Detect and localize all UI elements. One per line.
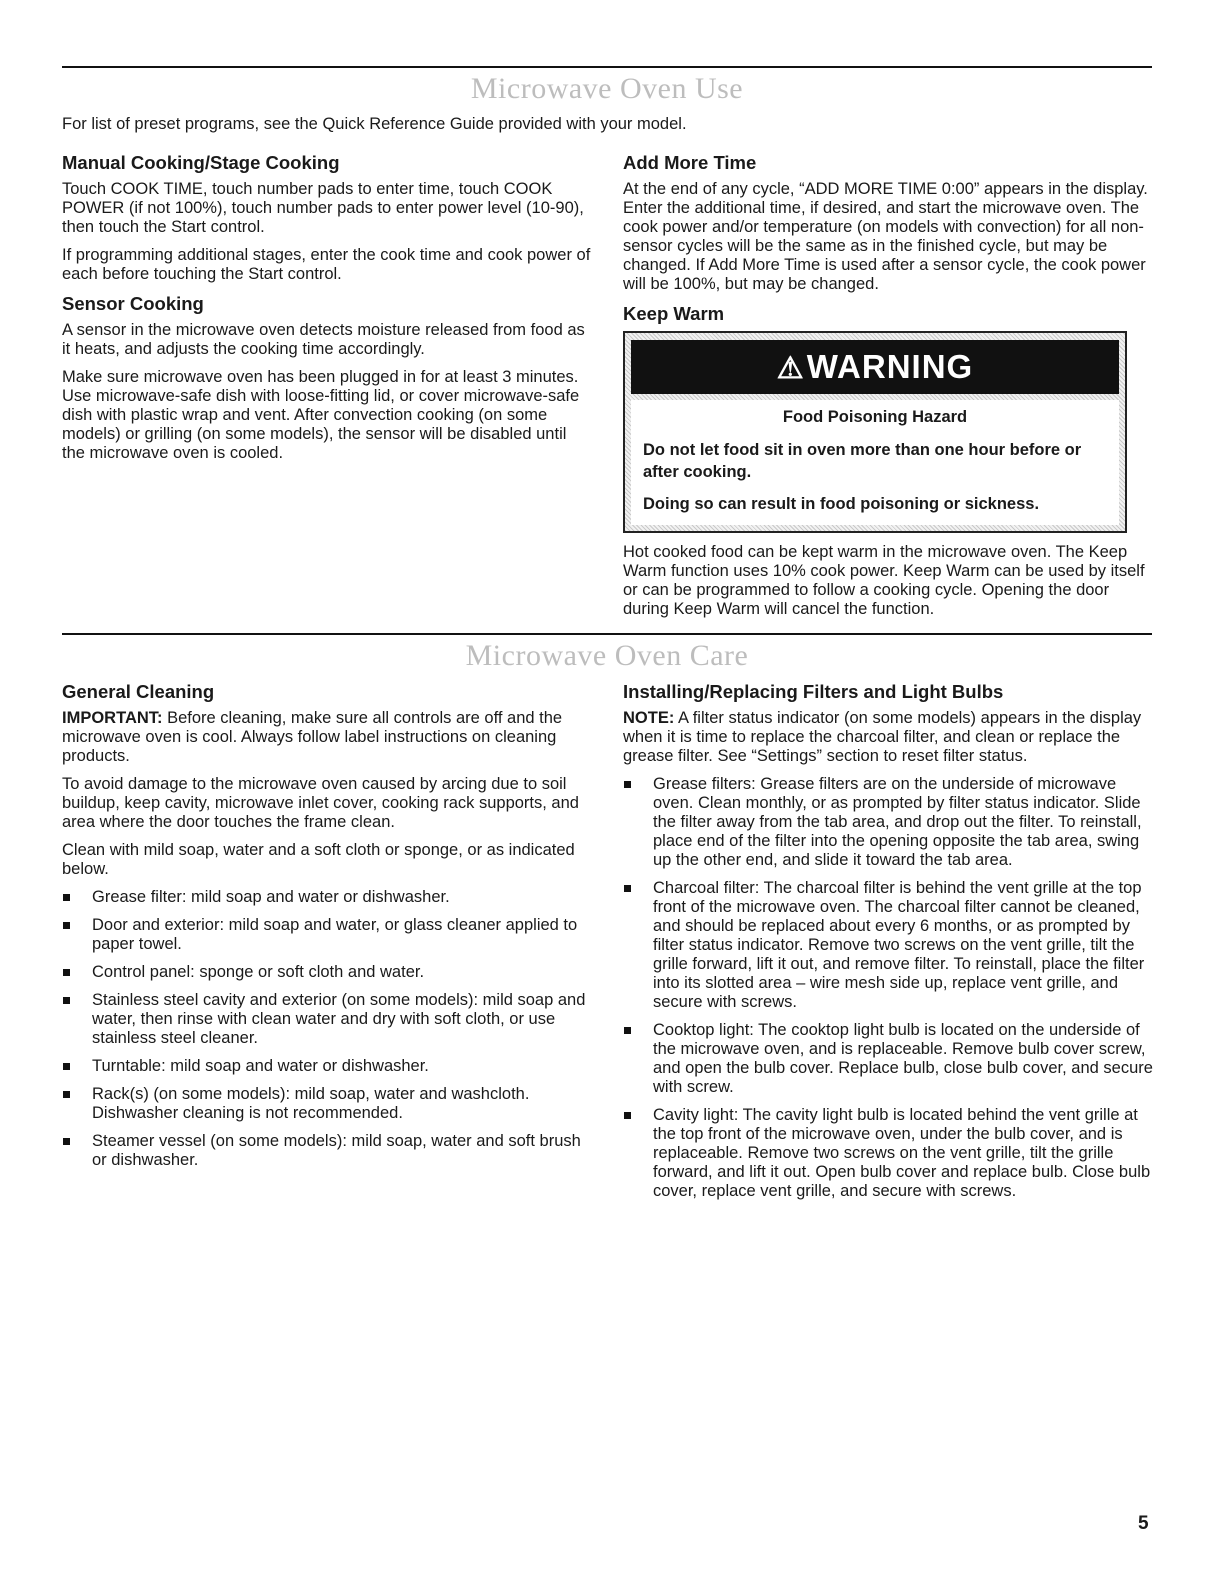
intro-text: For list of preset programs, see the Quick Reference Guide provided with your model. (62, 115, 687, 133)
section-divider (62, 633, 1152, 635)
warning-body (631, 400, 1119, 525)
paragraph (62, 709, 592, 766)
warning-text: Doing so can result in food poisoning or sickness. (643, 495, 1040, 513)
paragraph: At the end of any cycle, “ADD MORE TIME 0:00” appears in the display. Enter the additional time, if desired, and start the microwave oven. The cook power and/or temperature (on models with convection) for all non-sensor cycles will be the same as in the finished cycle, but may be changed. If Add More Time is used after a sensor cycle, the cook power will be 100%, but may be changed. (623, 180, 1148, 293)
list-item: Stainless steel cavity and exterior (on some models): mild soap and water, then rinse with clean water and dry with soft cloth, or use stainless steel cleaner. (62, 991, 592, 1048)
paragraph: To avoid damage to the microwave oven caused by arcing due to soil buildup, keep cavity, microwave inlet cover, cooking rack supports, and area where the door touches the frame clean. (62, 775, 579, 831)
important-label: IMPORTANT: (62, 709, 163, 727)
list-item: Grease filter: mild soap and water or dishwasher. (62, 888, 592, 907)
section-title-care: Microwave Oven Care (465, 639, 749, 672)
warning-header (631, 340, 1119, 394)
warning-label: WARNING (806, 348, 974, 385)
cleaning-list (62, 888, 592, 1170)
paragraph (623, 709, 1153, 766)
right-column-use (623, 152, 1153, 628)
section-divider (62, 66, 1152, 68)
heading-manual-cooking: Manual Cooking/Stage Cooking (62, 152, 340, 173)
heading-sensor-cooking: Sensor Cooking (62, 293, 204, 314)
warning-triangle-icon: ⚠ (776, 352, 805, 385)
list-item: Control panel: sponge or soft cloth and water. (62, 963, 592, 982)
page-number: 5 (1138, 1513, 1149, 1534)
important-text: Before cleaning, make sure all controls are off and the microwave oven is cool. Always follow label instructions on cleaning products. (62, 709, 563, 765)
warning-box (623, 331, 1127, 533)
heading-general-cleaning: General Cleaning (62, 681, 215, 702)
list-item: Steamer vessel (on some models): mild soap, water and soft brush or dishwasher. (62, 1132, 592, 1170)
heading-add-more-time: Add More Time (623, 152, 757, 173)
list-item: Cooktop light: The cooktop light bulb is located on the underside of the microwave oven, and is replaceable. Remove bulb cover screw, and open the bulb cover. Replace bulb, close bulb cover, and secure with screw. (623, 1021, 1153, 1097)
left-column-care (62, 681, 592, 1179)
warning-text: Do not let food sit in oven more than one hour before or after cooking. (643, 441, 1082, 481)
filters-list (623, 775, 1153, 1201)
list-item: Grease filters: Grease filters are on the underside of microwave oven. Clean monthly, or as prompted by filter status indicator. Slide the filter away from the tab area, and drop out the filter. To reinstall, place end of the filter into the opening opposite the tab area, swing up the other end, and slide it toward the tab area. (623, 775, 1153, 870)
note-text: A filter status indicator (on some models) appears in the display when it is time to replace the charcoal filter, and clean or replace the grease filter. See “Settings” section to reset filter status. (623, 709, 1142, 765)
paragraph: If programming additional stages, enter the cook time and cook power of each before touching the Start control. (62, 246, 591, 283)
paragraph: A sensor in the microwave oven detects moisture released from food as it heats, and adjusts the cooking time accordingly. (62, 321, 585, 358)
list-item: Cavity light: The cavity light bulb is located behind the vent grille at the top front of the microwave oven, under the bulb cover, and is replaceable. Remove two screws on the vent grille, tilt the grille forward, and lift it out. Open bulb cover and replace bulb. Close bulb cover, replace vent grille, and secure with screws. (623, 1106, 1153, 1201)
right-column-care (623, 681, 1153, 1210)
section-title-use: Microwave Oven Use (470, 72, 744, 105)
heading-keep-warm: Keep Warm (623, 303, 725, 324)
paragraph: Clean with mild soap, water and a soft cloth or sponge, or as indicated below. (62, 841, 575, 878)
list-item: Door and exterior: mild soap and water, or glass cleaner applied to paper towel. (62, 916, 592, 954)
heading-filters-bulbs: Installing/Replacing Filters and Light Bulbs (623, 681, 1004, 702)
note-label: NOTE: (623, 709, 675, 727)
list-item: Charcoal filter: The charcoal filter is behind the vent grille at the top front of the microwave oven. The charcoal filter cannot be cleaned, and should be replaced about every 6 months, or as prompted by filter status indicator. Remove two screws on the vent grille, tilt the grille forward, lift it out, and remove filter. To reinstall, place the filter into its slotted area – wire mesh side up, replace vent grille, and secure with screws. (623, 879, 1153, 1012)
paragraph: Touch COOK TIME, touch number pads to enter time, touch COOK POWER (if not 100%), touch number pads to enter power level (10-90), then touch the Start control. (62, 180, 584, 236)
left-column-use (62, 152, 592, 472)
list-item: Rack(s) (on some models): mild soap, water and washcloth. Dishwasher cleaning is not recommended. (62, 1085, 592, 1123)
paragraph: Hot cooked food can be kept warm in the microwave oven. The Keep Warm function uses 10% cook power. Keep Warm can be used by itself or can be programmed to follow a cooking cycle. Opening the door during Keep Warm will cancel the function. (623, 543, 1145, 618)
paragraph: Make sure microwave oven has been plugged in for at least 3 minutes. Use microwave-safe dish with loose-fitting lid, or cover microwave-safe dish with plastic wrap and vent. After convection cooking (on some models) or grilling (on some models), the sensor will be disabled until the microwave oven is cooled. (62, 368, 580, 462)
list-item: Turntable: mild soap and water or dishwasher. (62, 1057, 592, 1076)
warning-title: Food Poisoning Hazard (782, 408, 968, 426)
